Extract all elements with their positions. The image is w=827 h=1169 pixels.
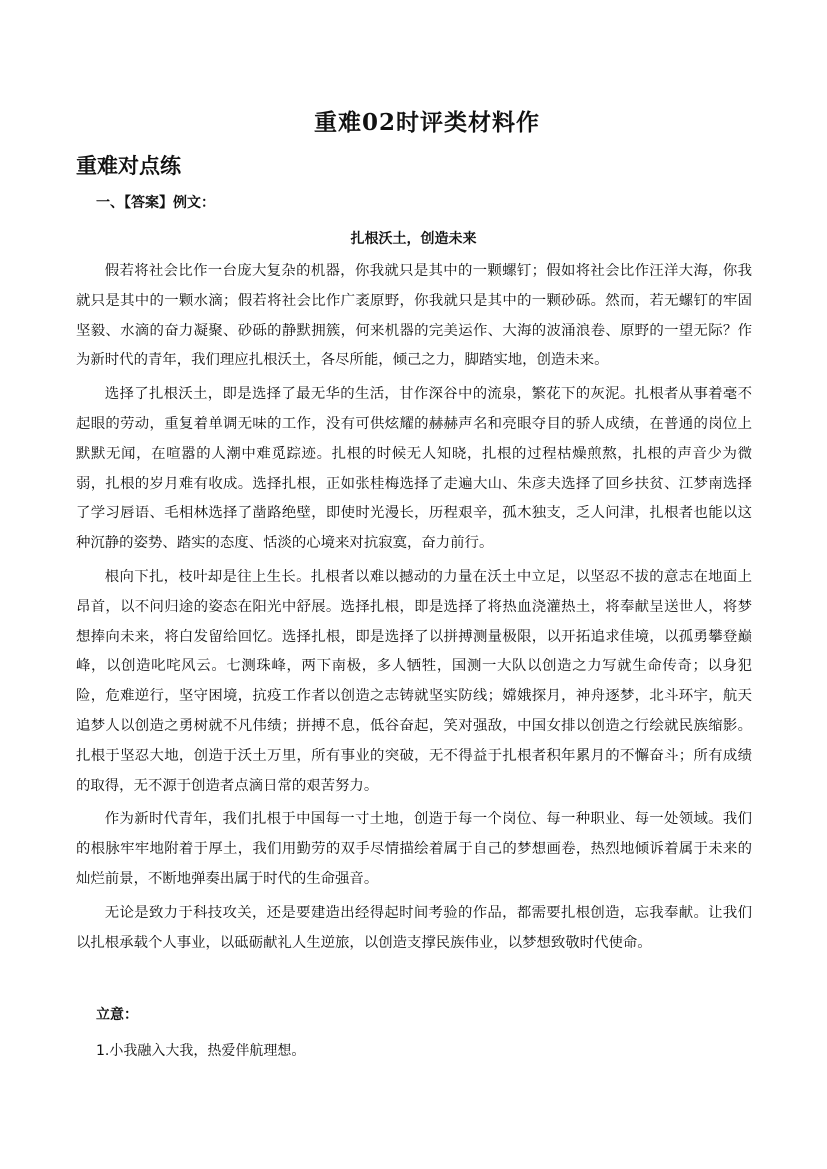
essay-paragraph-4: 作为新时代青年，我们扎根于中国每一寸土地，创造于每一个岗位、每一种职业、每一处领域。我们的根脉牢牢地附着于厚土，我们用勤劳的双手尽情描绘着属于自己的梦想画卷，热烈地倾诉着属于未来的灿烂前景，不断地弹奏出属于时代的生命强音。 — [76, 811, 752, 887]
theme-label: 立意： — [96, 1007, 138, 1023]
essay-body — [76, 257, 752, 962]
essay-paragraph-1: 假若将社会比作一台庞大复杂的机器，你我就只是其中的一颗螺钉；假如将社会比作汪洋大海，你我就只是其中的一颗水滴；假若将社会比作广袤原野，你我就只是其中的一颗砂砾。然而，若无螺钉的牢固坚毅、水滴的奋力凝聚、砂砾的静默拥簇，何来机器的完美运作、大海的波涌浪卷、原野的一望无际？作为新时代的青年，我们理应扎根沃土，各尽所能，倾己之力，脚踏实地，创造未来。 — [76, 263, 752, 369]
answer-label: 一、【答案】例文： — [96, 195, 215, 211]
essay-paragraph-2: 选择了扎根沃土，即是选择了最无华的生活，甘作深谷中的流泉，繁花下的灰泥。扎根者从事着毫不起眼的劳动，重复着单调无味的工作，没有可供炫耀的赫赫声名和亮眼夺目的骄人成绩，在普通的岗位上默默无闻，在喧嚣的人潮中难觅踪迹。扎根的时候无人知晓，扎根的过程枯燥煎熬，扎根的声音少为微弱，扎根的岁月难有收成。选择扎根，正如张桂梅选择了走遍大山、朱彦夫选择了回乡扶贫、江梦南选择了学习唇语、毛相林选择了凿路绝壁，即使时光漫长，历程艰辛，孤木独支，乏人问津，扎根者也能以这种沉静的姿势、踏实的态度、恬淡的心境来对抗寂寞，奋力前行。 — [76, 386, 752, 552]
section-heading: 重难对点练 — [76, 153, 181, 178]
essay-paragraph-3: 根向下扎，枝叶却是往上生长。扎根者以难以撼动的力量在沃土中立足，以坚忍不拔的意志在地面上昂首，以不问归途的姿态在阳光中舒展。选择扎根，即是选择了将热血浇灌热土，将奉献呈送世人，将梦想捧向未来，将白发留给回忆。选择扎根，即是选择了以拼搏测量极限，以开拓追求佳境，以孤勇攀登巅峰，以创造叱咤风云。七测珠峰，两下南极，多人牺牲，国测一大队以创造之力写就生命传奇；以身犯险，危难逆行，坚守困境，抗疫工作者以创造之志铸就坚实防线；嫦娥探月，神舟逐梦，北斗环宇，航天追梦人以创造之勇树就不凡伟绩；拼搏不息，低谷奋起，笑对强敌，中国女排以创造之行绘就民族缩影。扎根于坚忍大地，创造于沃土万里，所有事业的突破，无不得益于扎根者积年累月的不懈奋斗；所有成绩的取得，无不源于创造者点滴日常的艰苦努力。 — [76, 568, 752, 794]
theme-item-1: 1.小我融入大我，热爱伴航理想。 — [96, 1043, 306, 1059]
essay-title: 扎根沃土，创造未来 — [350, 231, 477, 247]
document-title: 重难02时评类材料作 — [313, 109, 540, 136]
essay-paragraph-5: 无论是致力于科技攻关，还是要建造出经得起时间考验的作品，都需要扎根创造，忘我奉献。让我们以扎根承载个人事业，以砥砺献礼人生逆旅，以创造支撑民族伟业，以梦想致敬时代使命。 — [76, 904, 752, 951]
